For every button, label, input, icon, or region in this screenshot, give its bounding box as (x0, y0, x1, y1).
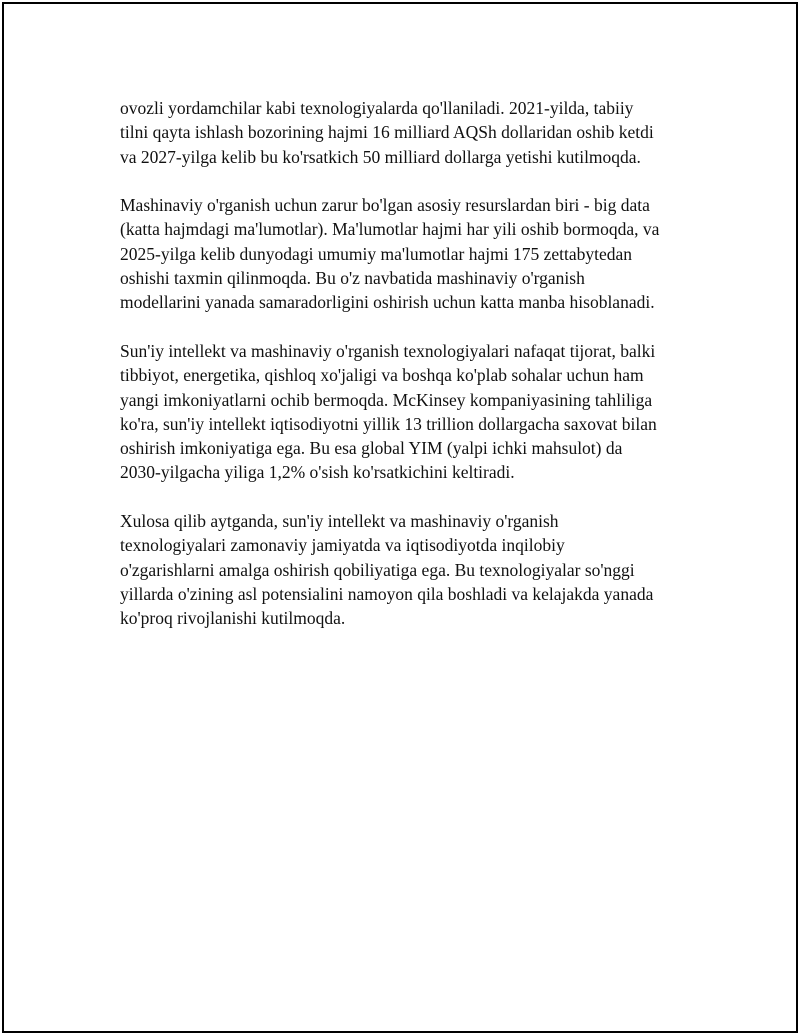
text-line: oshishi taxmin qilinmoqda. Bu o'z navbatida mashinaviy o'rganish (120, 268, 585, 289)
text-line: (katta hajmdagi ma'lumotlar). Ma'lumotlar hajmi har yili oshib bormoqda, va (120, 219, 660, 240)
text-line: yillarda o'zining asl potensialini namoyon qila boshladi va kelajakda yanada (120, 583, 654, 604)
paragraph-nlp-market (120, 96, 710, 169)
text-line: texnologiyalari zamonaviy jamiyatda va iqtisodiyotda inqilobiy (120, 535, 565, 556)
paragraph-economic-impact (120, 339, 710, 485)
paragraph-conclusion (120, 509, 710, 630)
text-line: modellarini yanada samaradorligini oshirish uchun katta manba hisoblanadi. (120, 292, 655, 313)
text-line: oshirish imkoniyatiga ega. Bu esa global YIM (yalpi ichki mahsulot) da (120, 438, 623, 459)
text-line: yangi imkoniyatlarni ochib bermoqda. McKinsey kompaniyasining tahliliga (120, 389, 653, 410)
text-line: Xulosa qilib aytganda, sun'iy intellekt va mashinaviy o'rganish (120, 511, 559, 532)
page-frame (2, 2, 798, 1033)
text-line: ko'proq rivojlanishi kutilmoqda. (120, 608, 346, 629)
text-line: 2030-yilgacha yiliga 1,2% o'sish ko'rsatkichini keltiradi. (120, 462, 515, 483)
text-line: o'zgarishlarni amalga oshirish qobiliyatiga ega. Bu texnologiyalar so'nggi (120, 559, 635, 580)
text-line: ovozli yordamchilar kabi texnologiyalarda qo'llaniladi. 2021-yilda, tabiiy (120, 98, 634, 118)
text-line: tilni qayta ishlash bozorining hajmi 16 milliard AQSh dollaridan oshib ketdi (120, 122, 654, 143)
paragraph-big-data (120, 193, 710, 314)
text-line: tibbiyot, energetika, qishloq xo'jaligi va boshqa ko'plab sohalar uchun ham (120, 365, 644, 386)
text-line: ko'ra, sun'iy intellekt iqtisodiyotni yillik 13 trillion dollargacha saxovat bilan (120, 413, 657, 434)
document-body (120, 96, 710, 655)
text-line: Sun'iy intellekt va mashinaviy o'rganish texnologiyalari nafaqat tijorat, balki (120, 340, 656, 361)
text-line: va 2027-yilga kelib bu ko'rsatkich 50 milliard dollarga yetishi kutilmoqda. (120, 146, 641, 167)
text-line: Mashinaviy o'rganish uchun zarur bo'lgan asosiy resurslardan biri - big data (120, 195, 650, 216)
text-line: 2025-yilga kelib dunyodagi umumiy ma'lumotlar hajmi 175 zettabytedan (120, 243, 633, 264)
